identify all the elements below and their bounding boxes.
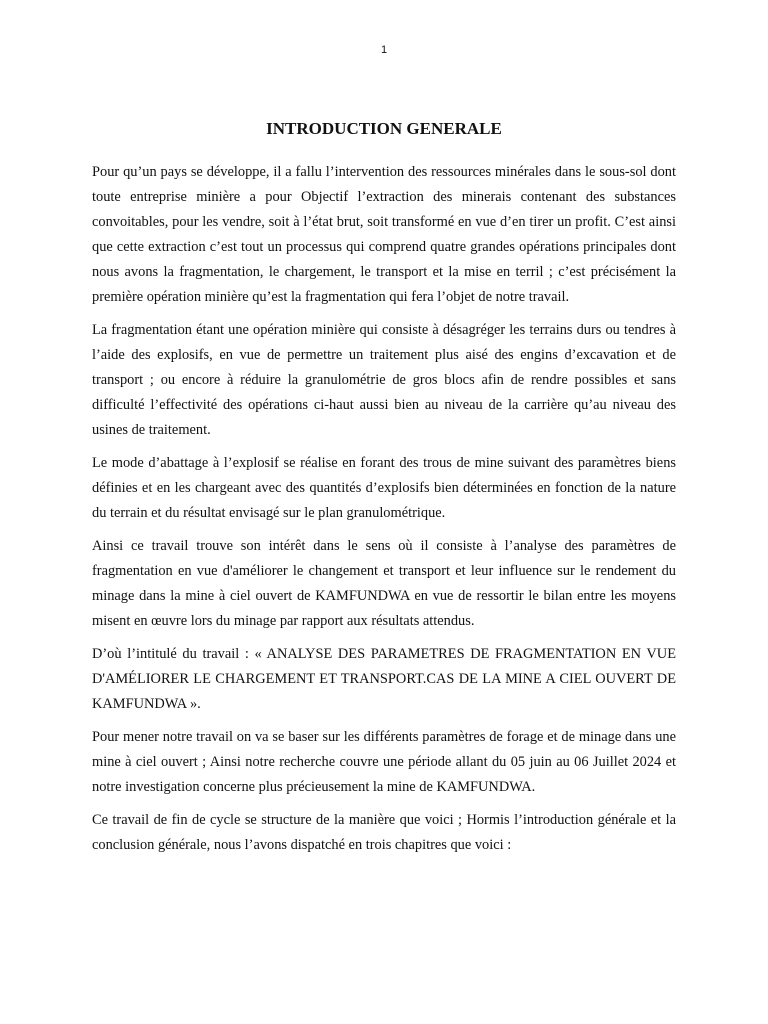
paragraph: Pour qu’un pays se développe, il a fallu l’intervention des ressources minérales dans le sous-sol dont toute entreprise minière a pour Objectif l’extraction des minerais contenant des substances convoitables, pour les vendre, soit à l’état brut, soit transformé en vue d’en tirer un profit. C’est ainsi que cette extraction c’est tout un processus qui comprend quatre grandes opérations principales dont nous avons la fragmentation, le chargement, le transport et la mise en terril ; c’est précisément la première opération minière qu’est la fragmentation qui fera l’objet de notre travail. [92,164,676,305]
paragraph: Ainsi ce travail trouve son intérêt dans le sens où il consiste à l’analyse des paramètres de fragmentation en vue d'améliorer le changement et transport et leur influence sur le rendement du minage dans la mine à ciel ouvert de KAMFUNDWA en vue de ressortir le bilan entre les moyens misent en œuvre lors du minage par rapport aux résultats attendus. [92,538,676,629]
paragraph: Ce travail de fin de cycle se structure de la manière que voici ; Hormis l’introduction générale et la conclusion générale, nous l’avons dispatché en trois chapitres que voici : [92,812,676,853]
page-number: 1 [380,44,388,56]
paragraph: Le mode d’abattage à l’explosif se réalise en forant des trous de mine suivant des paramètres biens définies et en les chargeant avec des quantités d’explosifs bien déterminées en fonction de la nature du terrain et du résultat envisagé sur le plan granulométrique. [92,455,676,521]
page-title: INTRODUCTION GENERALE [266,119,502,138]
body-text [92,160,676,866]
paragraph: Pour mener notre travail on va se baser sur les différents paramètres de forage et de minage dans une mine à ciel ouvert ; Ainsi notre recherche couvre une période allant du 05 juin au 06 Juillet 2024 et notre investigation concerne plus précieusement la mine de KAMFUNDWA. [92,729,676,795]
paragraph: La fragmentation étant une opération minière qui consiste à désagréger les terrains durs ou tendres à l’aide des explosifs, en vue de permettre un traitement plus aisé des engins d’excavation et de transport ; ou encore à réduire la granulométrie de gros blocs afin de rendre possibles et sans difficulté l’effectivité des opérations ci-haut aussi bien au niveau de la carrière qu’au niveau des usines de traitement. [92,322,676,438]
paragraph: D’où l’intitulé du travail : « ANALYSE DES PARAMETRES DE FRAGMENTATION EN VUE D'AMÉLIORER LE CHARGEMENT ET TRANSPORT.CAS DE LA MINE A CIEL OUVERT DE KAMFUNDWA ». [92,646,676,712]
